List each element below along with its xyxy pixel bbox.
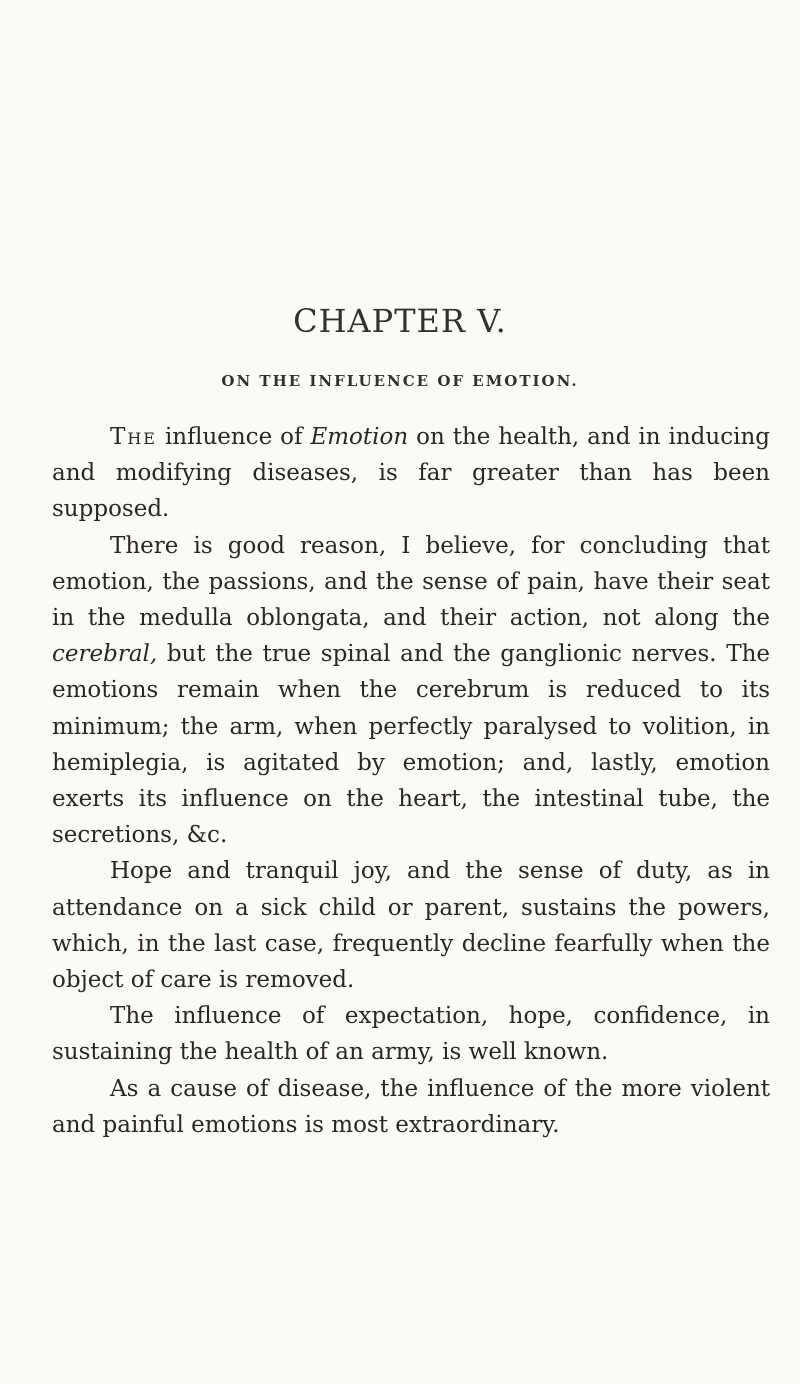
paragraph-1-text-end: on the health, and in inducing and modifying diseases, is far greater than has been supposed.: [52, 424, 770, 523]
body-text: [52, 419, 770, 1143]
paragraph-2-emphasis: cerebral,: [52, 641, 158, 668]
paragraph-2-text-end: but the true spinal and the ganglionic nerves. The emotions remain when the cerebrum is reduced to its minimum; the arm, when perfectly paralysed to volition, in hemiplegia, is agitated by emotion; and, lastly, emotion exerts its influence on the heart, the intestinal tube, the secretions, &c.: [52, 641, 770, 849]
paragraph-1-emphasis: Emotion: [310, 424, 409, 450]
paragraph-2-text-start: There is good reason, I believe, for concluding that emotion, the passions, and the sense of pain, have their seat in the medulla oblongata, and their action, not along the: [52, 532, 770, 632]
paragraph-4: The influence of expectation, hope, confidence, in sustaining the health of an army, is well known.: [52, 1003, 770, 1066]
paragraph-2: [52, 528, 770, 854]
paragraph-5: As a cause of disease, the influence of the more violent and painful emotions is most extraordinary.: [52, 1075, 770, 1138]
chapter-heading: ON THE INFLUENCE OF EMOTION.: [221, 372, 579, 390]
paragraph-1-lead-word: The: [110, 424, 157, 450]
paragraph-3: Hope and tranquil joy, and the sense of duty, as in attendance on a sick child or parent, sustains the powers, which, in the last case, frequently decline fearfully when the object of care is removed.: [52, 858, 770, 994]
paragraph-1-text-start: influence of: [156, 424, 311, 450]
chapter-title: CHAPTER V.: [293, 302, 507, 340]
paragraph-1: [52, 419, 770, 528]
